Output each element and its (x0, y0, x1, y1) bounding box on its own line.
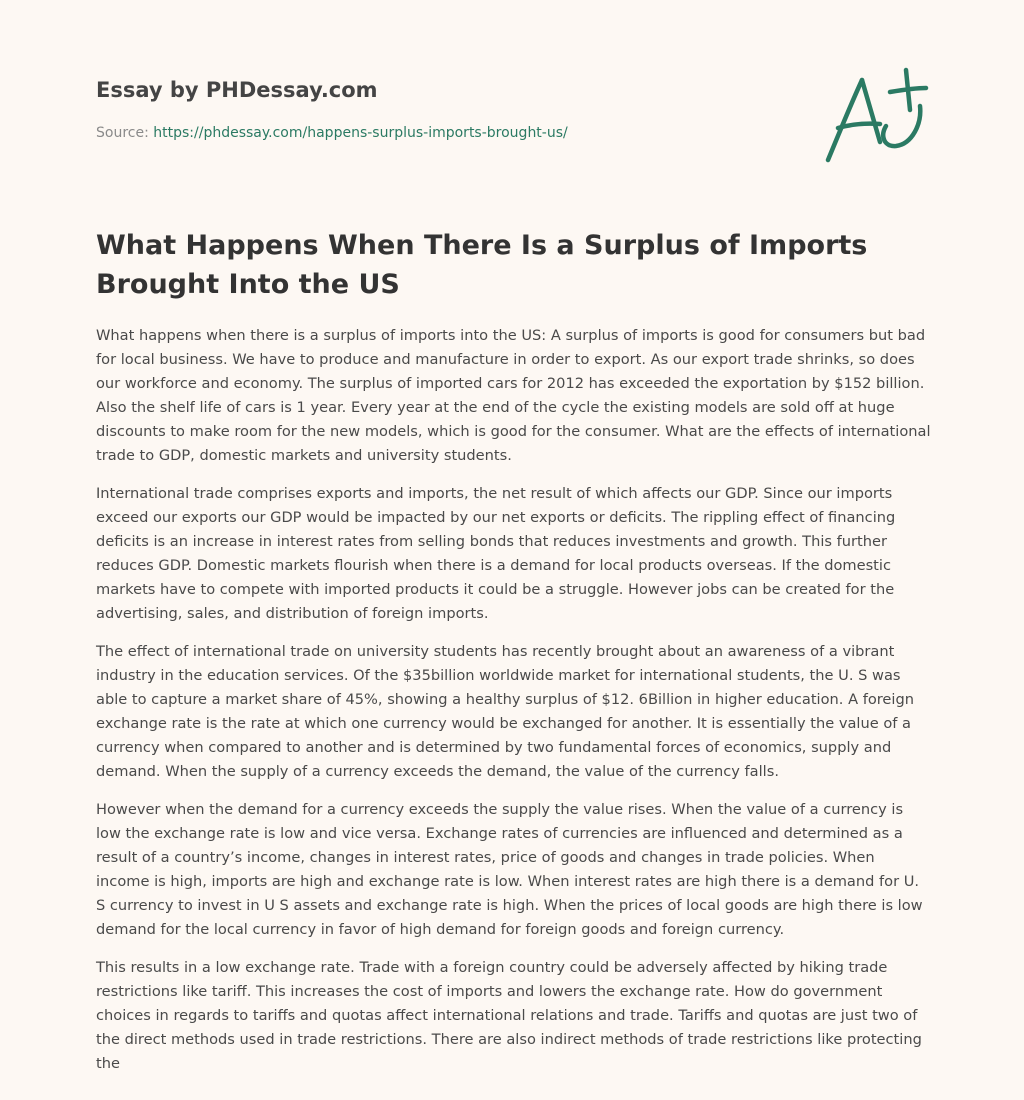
essay-paragraph: International trade comprises exports and imports, the net result of which affects our GDP. Since our imports exceed our exports our GDP would be impacted by our net exports or deficits. The rippling effect of financing deficits is an increase in interest rates from selling bonds that reduces investments and growth. This further reduces GDP. Domestic markets flourish when there is a demand for local products overseas. If the domestic markets have to compete with imported products it could be a struggle. However jobs can be created for the advertising, sales, and distribution of foreign imports. (96, 485, 896, 622)
source-label: Source: (96, 125, 154, 141)
source-line (96, 123, 796, 143)
essay-paragraph: However when the demand for a currency exceeds the supply the value rises. When the value of a currency is low the exchange rate is low and vice versa. Exchange rates of currencies are influenced and determined as a result of a country’s income, changes in interest rates, price of goods and changes in trade policies. When income is high, imports are high and exchange rate is low. When interest rates are high there is a demand for U. S currency to invest in U S assets and exchange rate is high. When the prices of local goods are high there is low demand for the local currency in favor of high demand for foreign goods and foreign currency. (96, 801, 923, 938)
a-plus-grade-icon (822, 66, 930, 166)
essay-paragraph: The effect of international trade on university students has recently brought about an awareness of a vibrant industry in the education services. Of the $35billion worldwide market for international students, the U. S was able to capture a market share of 45%, showing a healthy surplus of $12. 6Billion in higher education. A foreign exchange rate is the rate at which one currency would be exchanged for another. It is essentially the value of a currency when compared to another and is determined by two fundamental forces of economics, supply and demand. When the supply of a currency exceeds the demand, the value of the currency falls. (96, 643, 914, 780)
essay-paragraph: What happens when there is a surplus of imports into the US: A surplus of imports is good for consumers but bad for local business. We have to produce and manufacture in order to export. As our export trade shrinks, so does our workforce and economy. The surplus of imported cars for 2012 has exceeded the exportation by $152 billion. Also the shelf life of cars is 1 year. Every year at the end of the cycle the existing models are sold off at huge discounts to make room for the new models, which is good for the consumer. What are the effects of international trade to GDP, domestic markets and university students. (96, 327, 931, 464)
essay-paragraph: This results in a low exchange rate. Trade with a foreign country could be adversely affected by hiking trade restrictions like tariff. This increases the cost of imports and lowers the exchange rate. How do government choices in regards to tariffs and quotas affect international relations and trade. Tariffs and quotas are just two of the direct methods used in trade restrictions. There are also indirect methods of trade restrictions like protecting the (96, 959, 922, 1072)
essay-header (96, 74, 796, 143)
essay-title: What Happens When There Is a Surplus of Imports Brought Into the US (96, 230, 868, 300)
essay-body (96, 324, 932, 1090)
source-link[interactable]: https://phdessay.com/happens-surplus-imports-brought-us/ (153, 125, 568, 141)
site-name: Essay by PHDessay.com (96, 78, 378, 102)
